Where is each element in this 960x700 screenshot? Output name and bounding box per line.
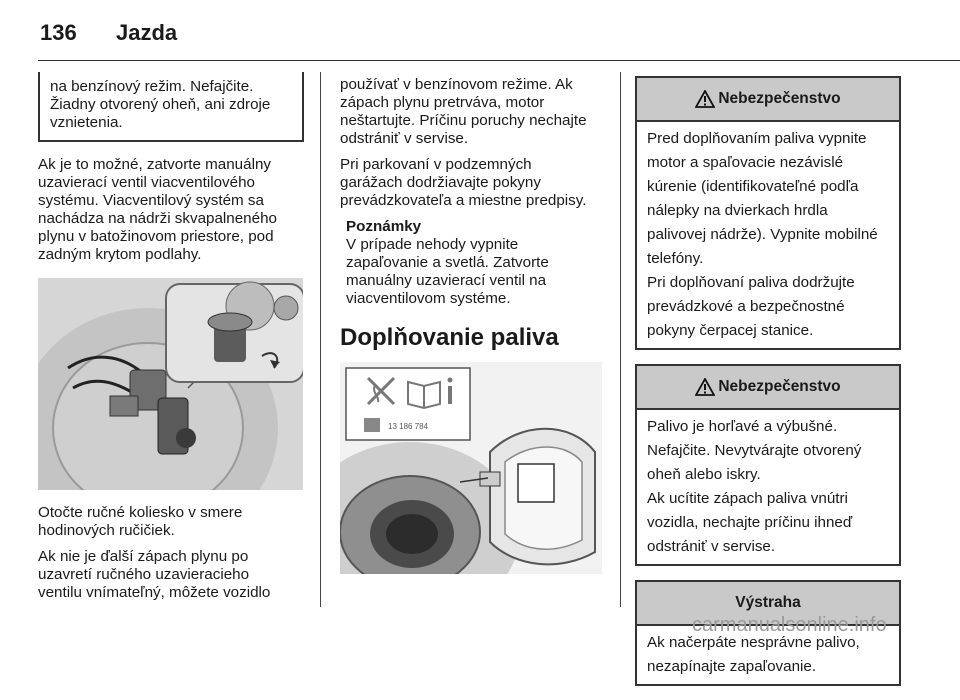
text-line: prevádzkové a bezpečnostné (647, 298, 845, 315)
text-line: nálepky na dvierkach hrdla (647, 202, 828, 219)
column-3 (635, 76, 901, 700)
section-heading: Doplňovanie paliva (340, 324, 559, 351)
notes-block (340, 218, 605, 308)
page-number: 136 (40, 20, 77, 45)
text-line: Palivo je horľavé a výbušné. (647, 418, 838, 435)
text-line: Pri doplňovaní paliva dodržujte (647, 274, 855, 291)
text-line: nezapínajte zapaľovanie. (647, 658, 817, 675)
danger-body (637, 410, 899, 564)
text-line: motor a spaľovacie nezávislé (647, 154, 844, 171)
text-line: zápach plynu pretrváva, motor (340, 94, 545, 111)
text-line: systému. Viacventilový systém sa (38, 192, 264, 209)
text-line: palivovej nádrže). Vypnite mobilné (647, 226, 878, 243)
text-line: garážach dodržiavajte pokyny (340, 174, 541, 191)
paragraph (647, 418, 889, 484)
danger-title: Nebezpečenstvo (718, 90, 841, 107)
danger-header (637, 78, 899, 122)
valve-illustration (38, 278, 303, 490)
paragraph (647, 130, 889, 268)
text-line: Pred doplňovaním paliva vypnite (647, 130, 867, 147)
text-line: nachádza na nádrži skvapalneného (38, 210, 277, 227)
header-rule (38, 60, 960, 61)
text-line: prevádzkovateľa a miestne predpisy. (340, 192, 587, 209)
danger-body (637, 122, 899, 348)
fuel-door-illustration (340, 362, 602, 574)
text-line: Otočte ručné koliesko v smere (38, 504, 243, 521)
page-title: Jazda (116, 20, 178, 45)
warning-triangle-icon (695, 90, 715, 108)
text-line: odstrániť v servise. (647, 538, 776, 555)
text-line: plynu v batožinovom priestore, pod (38, 228, 274, 245)
paragraph (340, 156, 605, 210)
column-2 (340, 76, 605, 574)
text-line: vznietenia. (50, 114, 123, 131)
text-line: používať v benzínovom režime. Ak (340, 76, 573, 93)
text-line: Ak ucítite zápach paliva vnútri (647, 490, 848, 507)
fuel-door-illustration-svg (340, 362, 602, 574)
paragraph (647, 490, 889, 556)
paragraph (340, 76, 605, 148)
caution-title: Výstraha (735, 594, 801, 611)
text-line: manuálny uzavierací ventil na (346, 272, 547, 289)
text-line: telefóny. (647, 250, 704, 267)
text-line: Ak je to možné, zatvorte manuálny (38, 156, 271, 173)
text-line: uzavretí ručného uzavieracieho (38, 566, 250, 583)
paragraph (38, 156, 304, 264)
danger-box (635, 364, 901, 566)
text-line: zadným krytom podlahy. (38, 246, 202, 263)
text-line: Ak načerpáte nesprávne palivo, (647, 634, 860, 651)
text-line: Nefajčite. Nevytvárajte otvorený (647, 442, 862, 459)
text-line: viacventilovom systéme. (346, 290, 511, 307)
column-divider (620, 72, 621, 607)
continued-warning-box (38, 72, 304, 142)
paragraph (38, 548, 304, 602)
danger-header (637, 366, 899, 410)
text-line: Pri parkovaní v podzemných (340, 156, 532, 173)
column-1 (38, 72, 304, 602)
notes-title: Poznámky (346, 218, 422, 235)
text-line: vozidla, nechajte príčinu ihneď (647, 514, 853, 531)
text-line: Žiadny otvorený oheň, ani zdroje (50, 96, 271, 113)
paragraph (647, 274, 889, 340)
danger-title: Nebezpečenstvo (718, 378, 841, 395)
label-code: 13 186 784 (388, 422, 429, 431)
warning-triangle-icon (695, 378, 715, 396)
text-line: na benzínový režim. Nefajčite. (50, 78, 254, 95)
text-line: V prípade nehody vypnite (346, 236, 519, 253)
text-line: hodinových ručičiek. (38, 522, 175, 539)
text-line: Ak nie je ďalší zápach plynu po (38, 548, 249, 565)
text-line: neštartujte. Príčinu poruchy nechajte (340, 112, 587, 129)
text-line: kúrenie (identifikovateľné podľa (647, 178, 859, 195)
text-line: zapaľovanie a svetlá. Zatvorte (346, 254, 549, 271)
text-line: ventilu vnímateľný, môžete vozidlo (38, 584, 271, 601)
watermark: carmanualsonline.info (692, 614, 887, 636)
text-line: odstrániť v servise. (340, 130, 469, 147)
column-divider (320, 72, 321, 607)
valve-illustration-svg (38, 278, 303, 490)
text-line: pokyny čerpacej stanice. (647, 322, 814, 339)
text-line: oheň alebo iskry. (647, 466, 761, 483)
paragraph (38, 504, 304, 540)
text-line: uzavierací ventil viacventilového (38, 174, 255, 191)
danger-box (635, 76, 901, 350)
